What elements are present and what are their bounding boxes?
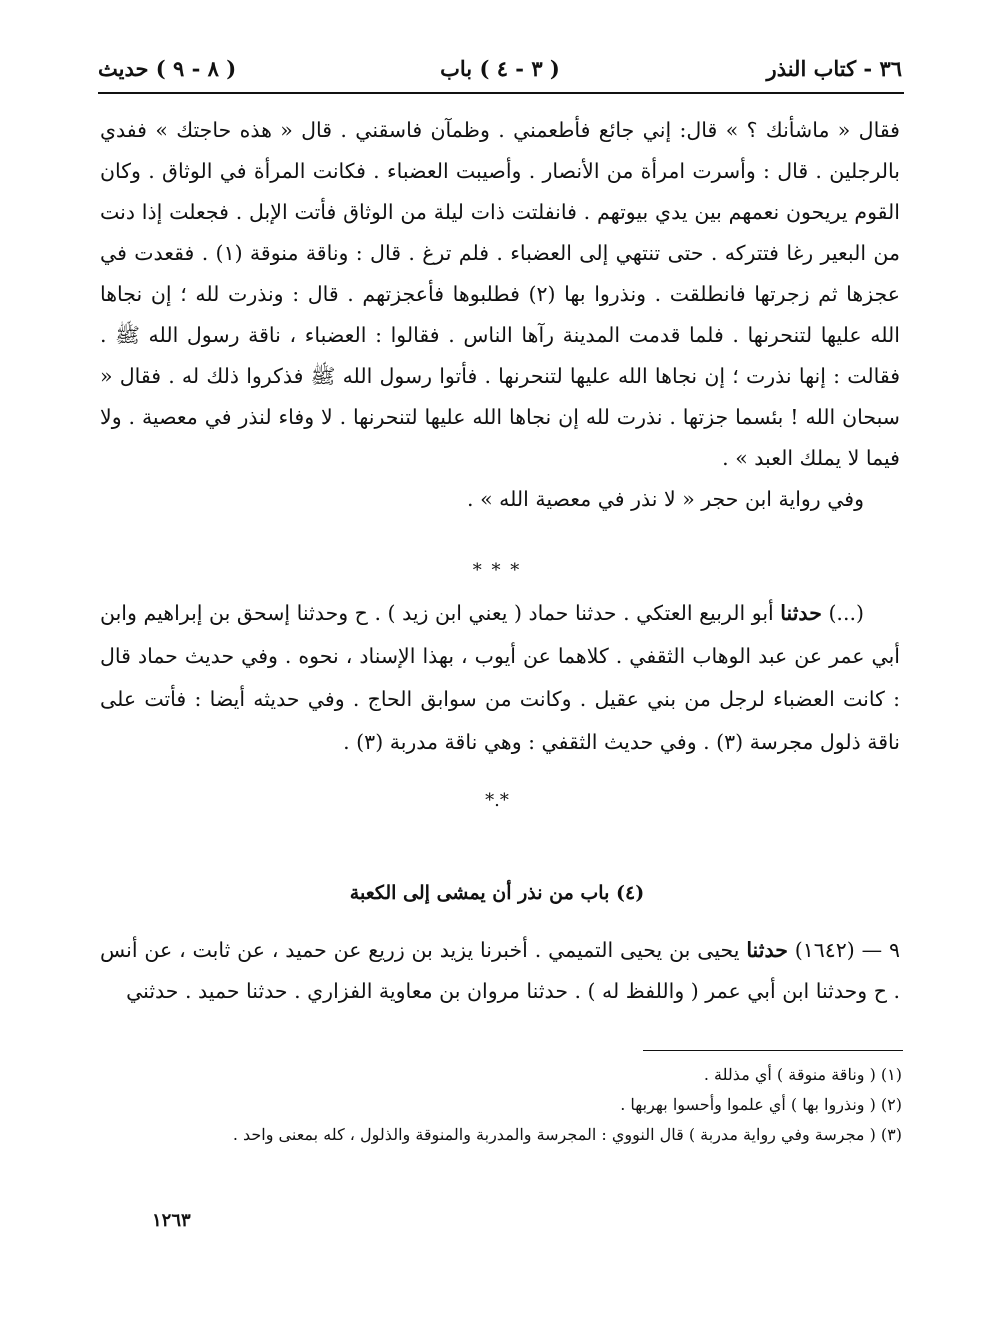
hadith-text-block-2 (100, 592, 900, 764)
header-divider (98, 92, 904, 94)
running-header (98, 56, 902, 90)
narration-keyword: حدثنا (780, 601, 822, 625)
hadith-text-block-3 (100, 930, 900, 1012)
header-book-title: ٣٦ - كتاب النذر (766, 56, 902, 81)
hadith-body: يحيى بن يحيى التميمي . أخبرنا يزيد بن زريع عن حميد ، عن ثابت ، عن أنس . ح وحدثنا ابن أبي عمر ( واللفظ له ) . حدثنا مروان بن معاوية الفزاري . حدثنا حميد . حدثني (100, 938, 900, 1003)
footnote-item: (١) ( وناقة منوقة ) أي مذللة . (703, 1065, 902, 1084)
hadith-body: أبو الربيع العتكي . حدثنا حماد ( يعني ابن زيد ) . ح وحدثنا إسحق بن إبراهيم وابن أبي عمر عن عبد الوهاب الثقفي . كلاهما عن أيوب ، بهذا الإسناد ، نحوه . وفي حديث حماد قال : كانت العضباء لرجل من بني عقيل . وكانت من سوابق الحاج . وفي حديثه أيضا : فأتت على ناقة ذلول مجرسة (٣) . وفي حديث الثقفي : وهي ناقة مدربة (٣) . (100, 601, 900, 754)
hadith-text-block-1 (100, 110, 900, 520)
section-separator: * * * (472, 560, 522, 581)
chapter-heading: (٤) باب من نذر أن يمشى إلى الكعبة (349, 882, 645, 904)
narration-keyword: حدثنا (746, 938, 788, 962)
footnote-item: (٣) ( مجرسة وفي رواية مدربة ) قال النووي : المجرسة والمدربة والمنوقة والذلول ، كله بمعنى واحد . (232, 1125, 902, 1144)
footnote-divider (643, 1050, 903, 1051)
page-number: ١٢٦٣ (152, 1210, 191, 1231)
hadith-paragraph (100, 930, 900, 1012)
hadith-paragraph-variant: وفي رواية ابن حجر « لا نذر في معصية الله » . (467, 487, 864, 511)
footnote-item: (٢) ( ونذروا بها ) أي علموا وأحسوا بهربها . (620, 1095, 902, 1114)
section-separator: *.* (485, 790, 509, 811)
hadith-number: (...) (828, 601, 864, 625)
footnotes (180, 1060, 902, 1150)
hadith-paragraph: فقال « ماشأنك ؟ » قال: إني جائع فأطعمني . وظمآن فاسقني . قال « هذه حاجتك » ففدي بالرجلين . قال : وأسرت امرأة من الأنصار . وأصيبت العضباء . فكانت المرأة في الوثاق . وكان القوم يريحون نعمهم بين يدي بيوتهم . فانفلتت ذات ليلة من الوثاق فأتت الإبل . فجعلت إذا دنت من البعير رغا فتتركه . حتى تنتهي إلى العضباء . فلم ترغ . قال : وناقة منوقة (١) . فقعدت في عجزها ثم زجرتها فانطلقت . ونذروا بها (٢) فطلبوها فأعجزتهم . قال : ونذرت لله ؛ إن نجاها الله عليها لتنحرنها . فلما قدمت المدينة رآها الناس . فقالوا : العضباء ، ناقة رسول الله ﷺ . فقالت : إنها نذرت ؛ إن نجاها الله عليها لتنحرنها . فأتوا رسول الله ﷺ فذكروا ذلك له . فقال « سبحان الله ! بئسما جزتها . نذرت لله إن نجاها الله عليها لتنحرنها . لا وفاء لنذر في معصية . ولا فيما لا يملك العبد » . (100, 118, 900, 470)
hadith-number: ٩ — (١٦٤٢) (794, 938, 901, 962)
hadith-paragraph (100, 592, 900, 764)
header-hadith-ref: ( ٨ - ٩ ) حديث (98, 56, 237, 81)
header-chapter-ref: ( ٣ - ٤ ) باب (440, 56, 560, 81)
